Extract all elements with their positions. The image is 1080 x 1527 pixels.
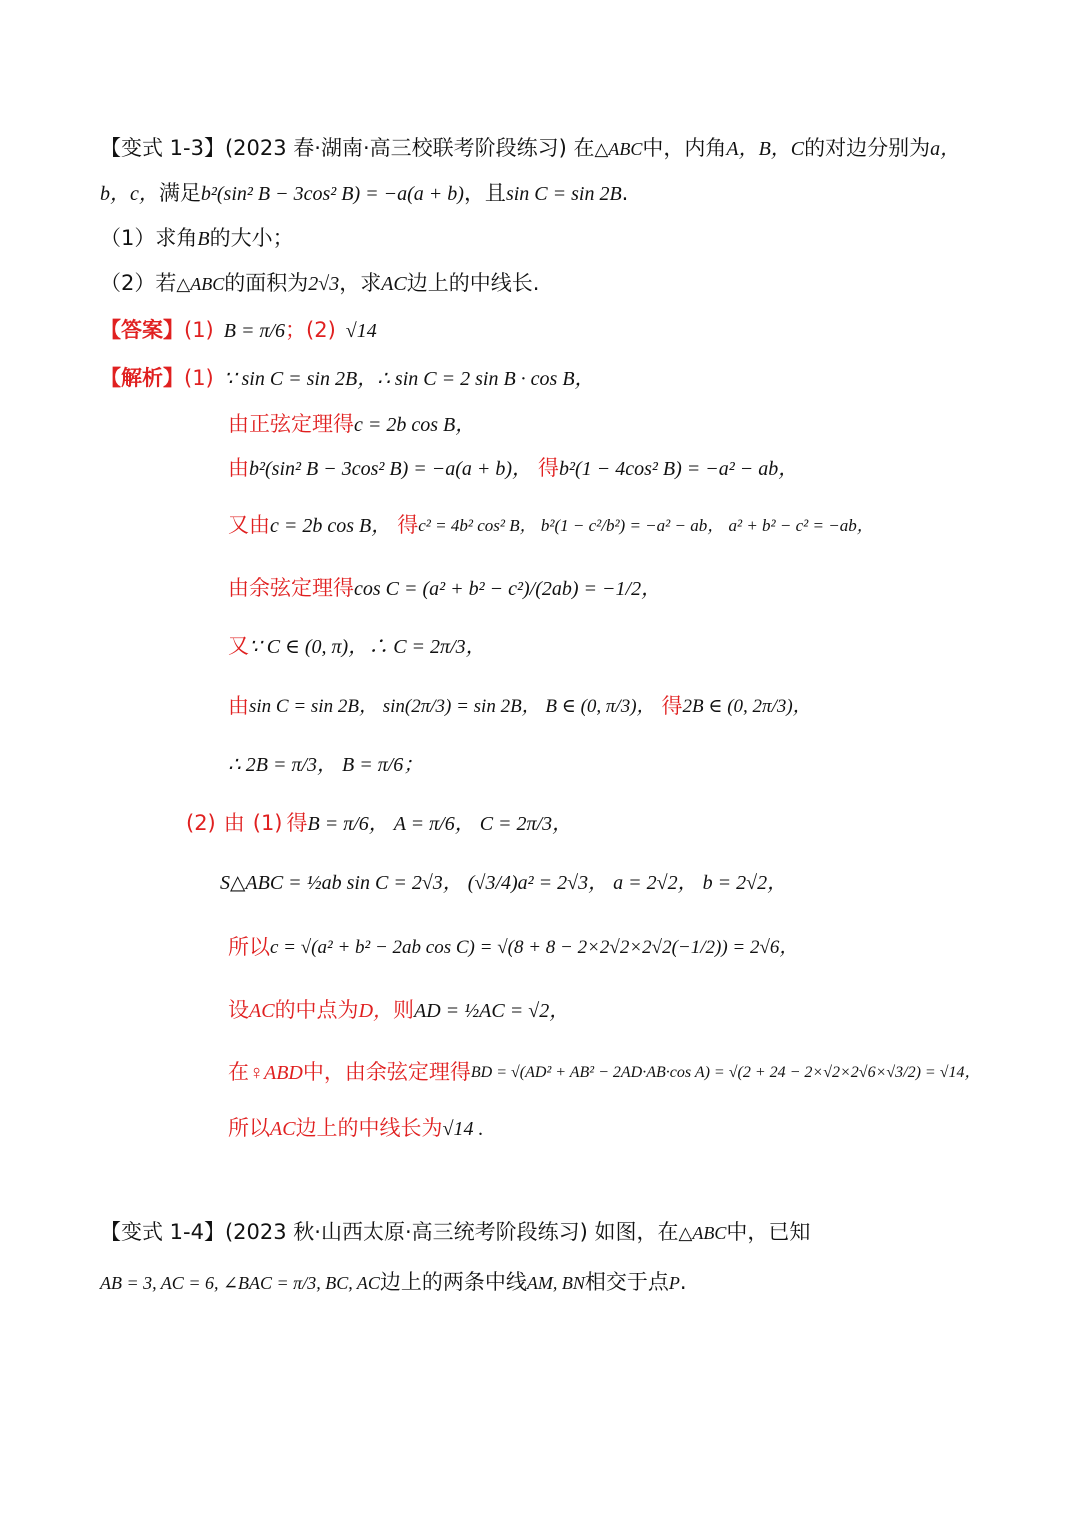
step: b²(sin² B − 3cos² B) = −a(a + b)，: [249, 457, 533, 480]
text: 边上的中线长为: [295, 1116, 443, 1140]
given-equation: b²(sin² B − 3cos² B) = −a(a + b): [200, 182, 464, 205]
text: （2）若: [100, 271, 177, 295]
text: D，: [358, 999, 394, 1022]
text: (1): [184, 318, 214, 342]
text: 则: [393, 998, 415, 1022]
text: 又由: [228, 513, 270, 537]
answer-tag: 【答案】: [100, 318, 184, 342]
text: 边上的中线长.: [406, 271, 540, 295]
text: 由余弦定理得: [228, 576, 354, 600]
analysis-line-8: [228, 755, 423, 775]
analysis-line-3: [228, 458, 798, 479]
text: 得: [538, 456, 560, 480]
text: 中，已知: [726, 1220, 811, 1244]
text: 在: [228, 1060, 249, 1084]
question-1: [100, 228, 294, 249]
text: 的中点为: [274, 998, 359, 1022]
triangle-abc: △ABC: [176, 273, 225, 294]
step: c = 2b cos B，: [354, 413, 476, 436]
step: S△ABC = ½ab sin C = 2√3， (√3/4)a² = 2√3， a = 2√2， b = 2√2，: [220, 872, 788, 894]
step: sin C = sin 2B， sin(2π/3) = sin 2B， B ∈ (0, π/3)，: [249, 696, 656, 717]
given-values: AB = 3, AC = 6, ∠BAC = π/3, BC, AC: [100, 1272, 380, 1293]
answer-line: [100, 320, 377, 341]
step: ∴ 2B = π/3， B = π/6；: [228, 754, 424, 776]
step: b²(1 − 4cos² B) = −a² − ab，: [559, 457, 799, 480]
text: AC: [249, 999, 275, 1022]
problem-14-line-2: [100, 1272, 687, 1293]
text: 又: [228, 634, 249, 658]
step: BD = √(AD² + AB² − 2AD·AB·cos A) = √(2 + 24 − 2×√2×2√6×√3/2) = √14，: [470, 1063, 981, 1081]
text: 满足: [158, 181, 201, 205]
problem-13-line-2: [100, 183, 628, 204]
given-condition: sin C = sin 2B: [505, 182, 622, 205]
step: cos C = (a² + b² − c²)/(2ab) = −1/2，: [354, 577, 662, 600]
text: 由: [228, 456, 249, 480]
text: （1）求角: [100, 226, 198, 250]
step: AD = ½AC = √2，: [414, 999, 570, 1022]
triangle-abc: △ABC: [678, 1222, 727, 1243]
text: 所以: [228, 935, 270, 959]
step: ∵ C ∈ (0, π)，∴ C = 2π/3，: [249, 635, 486, 658]
text: ♀ABD: [249, 1061, 303, 1084]
text: 中，内角: [642, 136, 727, 160]
sides-bc: b，c，: [100, 182, 159, 205]
side-a: a，: [930, 137, 961, 160]
final-answer: √14 .: [442, 1117, 484, 1140]
text: 的面积为: [224, 271, 309, 295]
triangle-abc: △ABC: [594, 138, 643, 159]
point-p: P: [668, 1272, 680, 1293]
text: AC: [270, 1117, 296, 1140]
var-b: B: [197, 227, 210, 250]
area-value: 2√3: [308, 272, 340, 295]
step: ∵ sin C = sin 2B，∴ sin C = 2 sin B · cos B，: [223, 367, 595, 390]
step: c = 2b cos B，: [270, 514, 392, 537]
median-names: AM, BN: [526, 1272, 585, 1293]
problem-14-line-1: [100, 1222, 810, 1243]
text: (2): [186, 811, 216, 835]
analysis-line-13: [228, 1062, 981, 1083]
text: 由正弦定理得: [228, 412, 354, 436]
side-ac: AC: [381, 272, 407, 295]
text: 所以: [228, 1116, 270, 1140]
problem-14-heading: 【变式 1-4】(2023 秋·山西太原·高三统考阶段练习) 如图，在: [100, 1220, 679, 1244]
text: 由: [223, 811, 245, 835]
analysis-line-5: [228, 578, 661, 599]
text: .: [621, 181, 629, 205]
text: ，且: [463, 181, 506, 205]
problem-13-heading: 【变式 1-3】(2023 春·湖南·高三校联考阶段练习) 在: [100, 136, 595, 160]
answer-1: B = π/6: [223, 319, 286, 342]
text: 得: [661, 694, 683, 718]
text: 中，由余弦定理得: [302, 1060, 471, 1084]
text: ，求: [339, 271, 382, 295]
problem-13-line-1: [100, 138, 960, 159]
step: B = π/6， A = π/6， C = 2π/3，: [307, 812, 573, 835]
analysis-line-1: [100, 368, 595, 389]
analysis-line-12: [228, 1000, 569, 1021]
analysis-line-6: [228, 636, 486, 657]
angle-names: A，B，C: [726, 137, 805, 160]
text: 得: [397, 513, 419, 537]
analysis-line-7: [228, 696, 812, 717]
analysis-line-10: [220, 873, 787, 893]
analysis-line-11: [228, 937, 798, 958]
answer-2: √14: [345, 319, 377, 342]
text: 相交于点: [584, 1270, 669, 1294]
analysis-line-2: [228, 414, 475, 435]
text: 设: [228, 998, 249, 1022]
analysis-line-14: [228, 1118, 484, 1139]
step: c = √(a² + b² − 2ab cos C) = √(8 + 8 − 2×2√2×2√2(−1/2)) = 2√6，: [270, 937, 799, 958]
analysis-line-9: [186, 813, 572, 834]
step: c² = 4b² cos² B， b²(1 − c²/b²) = −a² − ab， a² + b² − c² = −ab，: [418, 516, 874, 535]
text: ；(2): [285, 318, 336, 342]
text: 得: [286, 811, 308, 835]
text: 的大小；: [209, 226, 294, 250]
text: 边上的两条中线: [379, 1270, 527, 1294]
analysis-tag: 【解析】: [100, 366, 184, 390]
text: (1): [184, 366, 214, 390]
step: 2B ∈ (0, 2π/3)，: [682, 696, 812, 717]
question-2: [100, 273, 539, 294]
text: 由: [228, 694, 249, 718]
text: (1): [252, 811, 283, 835]
text: 的对边分别为: [804, 136, 931, 160]
analysis-line-4: [228, 515, 874, 536]
text: .: [679, 1270, 687, 1294]
